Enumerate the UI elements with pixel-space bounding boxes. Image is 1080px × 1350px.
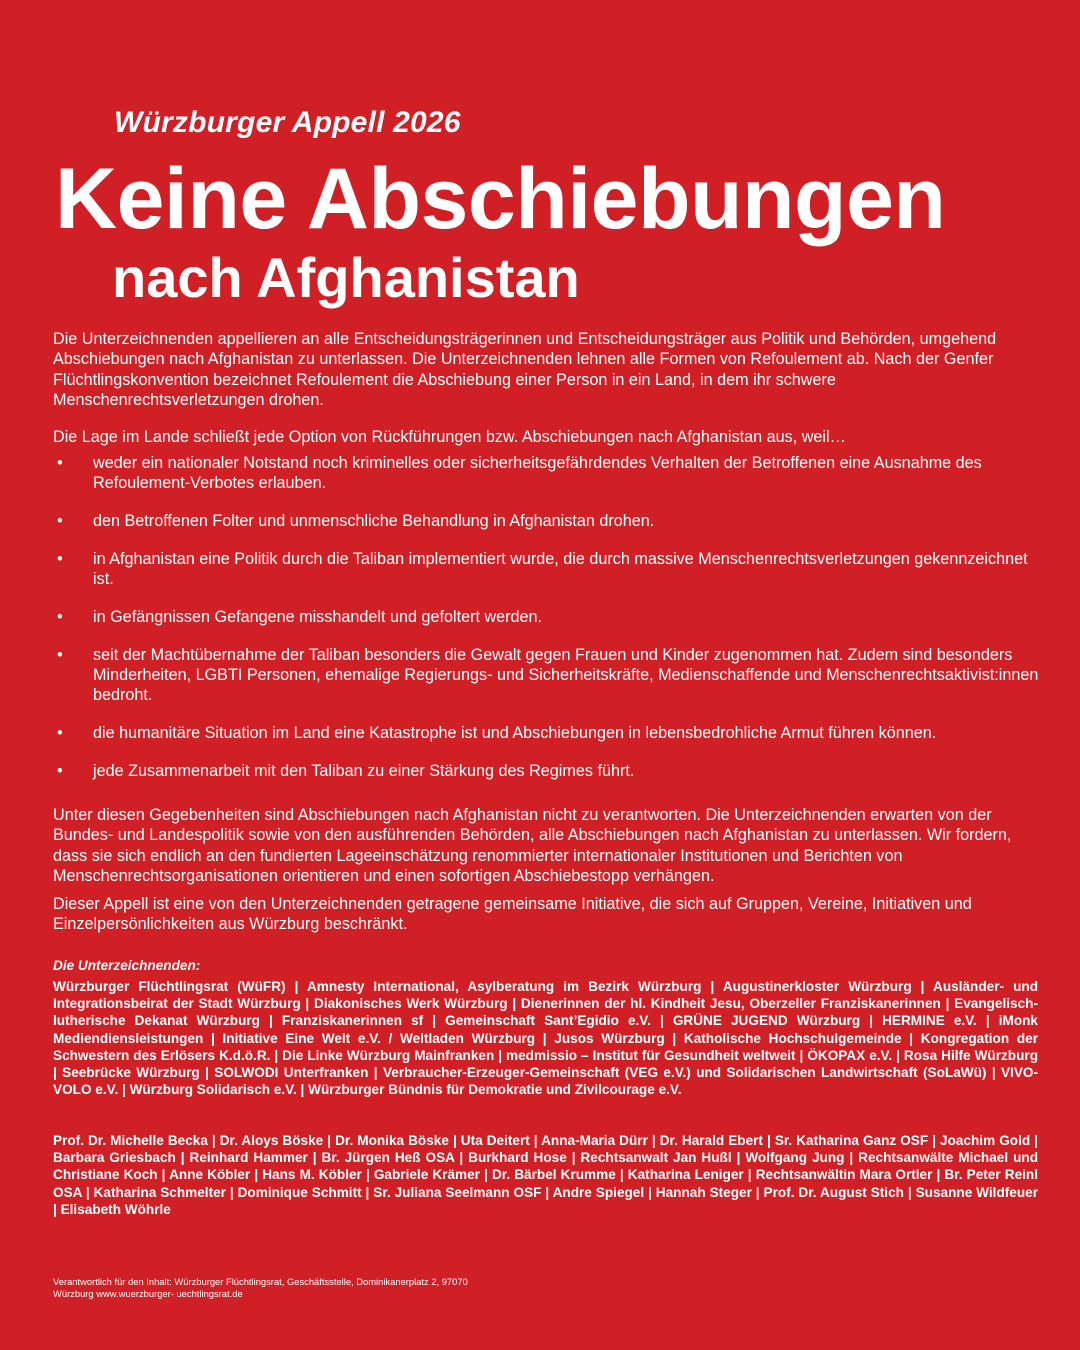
imprint-line-1: Verantwortlich für den Inhalt: Würzburger Flüchtlingsrat, Geschäftsstelle, Dominikanerplatz 2, 97070 [53, 1276, 468, 1287]
bullet-icon: • [57, 724, 63, 742]
intro-paragraph: Die Unterzeichnenden appellieren an alle Entscheidungsträgerinnen und Entscheidungsträger aus Politik und Behörden, umgehend Abschiebungen nach Afghanistan zu unterlassen. Die Unterzeichnenden lehnen alle Formen von Refoulement ab. Nach der Genfer Flüchtlingskonvention bezeichnet Refoulement die Abschiebung einer Person in ein Land, in dem ihr schwere Menschenrechtsverletzungen drohen. [53, 330, 997, 409]
bullet-icon: • [57, 550, 63, 568]
list-item-text: weder ein nationaler Notstand noch kriminelles oder sicherheitsgefährdendes Verhalten der Betroffenen eine Ausnahme des Refoulement-Verbotes erlauben. [93, 454, 982, 492]
list-item [53, 453, 1043, 493]
headline-line-2: nach Afghanistan [112, 246, 580, 309]
bullet-icon: • [57, 646, 63, 664]
bullet-icon: • [57, 608, 63, 626]
list-item [53, 761, 1043, 781]
list-item [53, 723, 1043, 743]
signers-heading: Die Unterzeichnenden: [53, 958, 201, 973]
list-item-text: in Afghanistan eine Politik durch die Taliban implementiert wurde, die durch massive Menschenrechtsverletzungen gekennzeichnet ist. [93, 550, 1028, 588]
reasons-list [53, 453, 1043, 799]
headline-line-1: Keine Abschiebungen [55, 151, 946, 247]
list-item-text: den Betroffenen Folter und unmenschliche Behandlung in Afghanistan drohen. [93, 512, 655, 530]
list-item-text: in Gefängnissen Gefangene misshandelt und gefoltert werden. [93, 608, 543, 626]
list-item-text: seit der Machtübernahme der Taliban besonders die Gewalt gegen Frauen und Kinder zugenommen hat. Zudem sind besonders Minderheiten, LGBTI Personen, ehemalige Regierungs- und Sicherheitskräfte, Medienschaffende und Menschenrechtsaktivist:innen bedroht. [93, 646, 1039, 704]
bullet-icon: • [57, 454, 63, 472]
list-item [53, 645, 1043, 705]
list-item [53, 549, 1043, 589]
initiative-paragraph: Dieser Appell ist eine von den Unterzeichnenden getragene gemeinsame Initiative, die sich auf Gruppen, Vereine, Initiativen und Einzelpersönlichkeiten aus Würzburg beschränkt. [53, 895, 972, 934]
lead-paragraph: Die Lage im Lande schließt jede Option von Rückführungen bzw. Abschiebungen nach Afghanistan aus, weil… [53, 428, 846, 446]
appeal-subtitle: Würzburger Appell 2026 [114, 106, 461, 139]
list-item [53, 607, 1043, 627]
signers-persons: Prof. Dr. Michelle Becka | Dr. Aloys Böske | Dr. Monika Böske | Uta Deitert | Anna-Maria Dürr | Dr. Harald Ebert | Sr. Katharina Ganz OSF | Joachim Gold | Barbara Griesbach | Reinhard Hammer | Br. Jürgen Heß OSA | Burkhard Hose | Rechtsanwalt Jan Hußl | Wolfgang Jung | Rechtsanwälte Michael und Christiane Koch | Anne Köbler | Hans M. Köbler | Gabriele Krämer | Dr. Bärbel Krumme | Katharina Leniger | Rechtsanwältin Mara Ortler | Br. Peter Reinl OSA | Katharina Schmelter | Dominique Schmitt | Sr. Juliana Seelmann OSF | Andre Spiegel | Hannah Steger | Prof. Dr. August Stich | Susanne Wildfeuer | Elisabeth Wöhrle [53, 1133, 1038, 1217]
conclusion-paragraph: Unter diesen Gegebenheiten sind Abschiebungen nach Afghanistan nicht zu verantworten. Die Unterzeichnenden erwarten von der Bundes- und Landespolitik sowie von den ausführenden Behörden, alle Abschiebungen nach Afghanistan zu unterlassen. Wir fordern, dass sie sich endlich an den fundierten Lageeinschätzung renommierter internationaler Institutionen und Berichten von Menschenrechtsorganisationen orientieren und einen sofortigen Abschiebestopp verhängen. [53, 806, 1012, 885]
imprint-footer [53, 1276, 553, 1300]
signers-organizations: Würzburger Flüchtlingsrat (WüFR) | Amnesty International, Asylberatung im Bezirk Würzburg | Augustinerkloster Würzburg | Ausländer- und Integrationsbeirat der Stadt Würzburg | Diakonisches Werk Würzburg | Dienerinnen der hl. Kindheit Jesu, Oberzeller Franziskanerinnen | Evangelisch-lutherische Dekanat Würzburg | Franziskanerinnen sf | Gemeinschaft Sant’Egidio e.V. | GRÜNE JUGEND Würzburg | HERMINE e.V. | iMonk Mediendiensleistungen | Initiative Eine Welt e.V. / Weltladen Würzburg | Jusos Würzburg | Katholische Hochschulgemeinde | Kongregation der Schwestern des Erlösers K.d.ö.R. | Die Linke Würzburg Mainfranken | medmissio – Institut für Gesundheit weltweit | ÖKOPAX e.V. | Rosa Hilfe Würzburg | Seebrücke Würzburg | SOLWODI Unterfranken | Verbraucher-Erzeuger-Gemeinschaft (VEG e.V.) und Solidarischen Landwirtschaft (SoLaWü) | VIVO- VOLO e.V. | Würzburg Solidarisch e.V. | Würzburger Bündnis für Demokratie und Zivilcourage e.V. [53, 979, 1038, 1098]
list-item-text: jede Zusammenarbeit mit den Taliban zu einer Stärkung des Regimes führt. [93, 762, 635, 780]
list-item [53, 511, 1043, 531]
bullet-icon: • [57, 512, 63, 530]
list-item-text: die humanitäre Situation im Land eine Katastrophe ist und Abschiebungen in lebensbedrohliche Armut führen können. [93, 724, 937, 742]
imprint-line-2: Würzburg www.wuerzburger- uechtlingsrat.de [53, 1288, 243, 1299]
bullet-icon: • [57, 762, 63, 780]
